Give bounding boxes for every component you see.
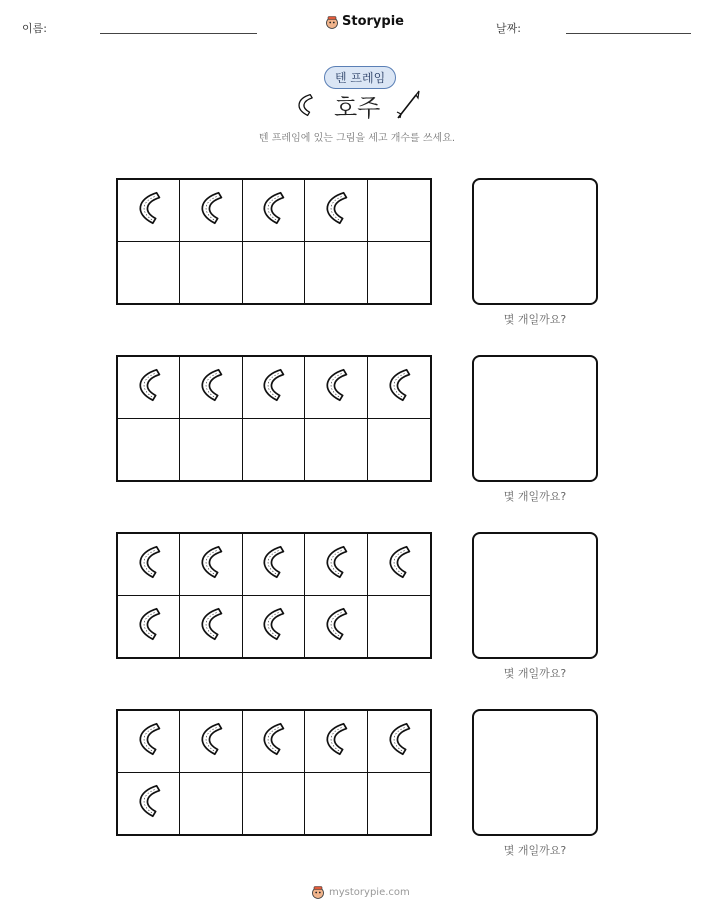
answer-box[interactable] — [472, 355, 598, 482]
ten-frame-cell — [243, 534, 305, 596]
ten-frame-cell — [243, 711, 305, 773]
ten-frame-cell — [243, 596, 305, 658]
boomerang-icon — [130, 782, 168, 824]
boomerang-icon — [130, 543, 168, 585]
ten-frame-cell — [243, 180, 305, 242]
brand-logo — [325, 14, 404, 29]
ten-frame-cell — [368, 711, 430, 773]
boomerang-icon — [130, 605, 168, 647]
ten-frame-cell — [180, 419, 242, 481]
boomerang-icon — [192, 189, 230, 231]
boomerang-icon — [254, 366, 292, 408]
boomerang-icon — [317, 605, 355, 647]
storypie-mascot-icon — [311, 885, 325, 899]
ten-frame-cell — [118, 180, 180, 242]
topic-badge: 텐 프레임 — [324, 66, 396, 89]
ten-frame-cell — [180, 711, 242, 773]
ten-frame — [116, 532, 432, 659]
boomerang-icon — [130, 189, 168, 231]
ten-frame-cell — [305, 419, 367, 481]
ten-frame-cell — [305, 534, 367, 596]
boomerang-icon — [192, 366, 230, 408]
ten-frame-cell — [180, 596, 242, 658]
ten-frame-cell — [118, 357, 180, 419]
brand-name: Storypie — [342, 14, 404, 29]
boomerang-icon — [254, 189, 292, 231]
ten-frame-cell — [243, 357, 305, 419]
boomerang-icon — [254, 720, 292, 762]
ten-frame-cell — [368, 242, 430, 304]
boomerang-icon — [380, 366, 418, 408]
boomerang-icon — [130, 366, 168, 408]
boomerang-icon — [254, 605, 292, 647]
boomerang-icon — [192, 543, 230, 585]
ten-frame-cell — [305, 180, 367, 242]
ten-frame-cell — [118, 773, 180, 835]
ten-frame — [116, 355, 432, 482]
ten-frame-cell — [368, 419, 430, 481]
ten-frame-cell — [368, 773, 430, 835]
boomerang-icon — [130, 720, 168, 762]
ten-frame-cell — [305, 357, 367, 419]
boomerang-icon — [254, 543, 292, 585]
ten-frame — [116, 709, 432, 836]
ten-frame-cell — [118, 596, 180, 658]
spear-icon — [395, 90, 421, 120]
boomerang-icon — [317, 366, 355, 408]
instruction-text: 텐 프레임에 있는 그림을 세고 개수를 쓰세요. — [258, 133, 456, 144]
boomerang-icon — [292, 92, 318, 118]
ten-frame-cell — [118, 242, 180, 304]
ten-frame-cell — [305, 773, 367, 835]
how-many-label: 몇 개일까요? — [503, 844, 567, 857]
boomerang-icon — [380, 720, 418, 762]
boomerang-icon — [192, 605, 230, 647]
how-many-label: 몇 개일까요? — [503, 313, 567, 326]
ten-frame-cell — [368, 180, 430, 242]
ten-frame-cell — [180, 242, 242, 304]
date-label: 날짜: — [496, 22, 521, 35]
ten-frame-cell — [305, 711, 367, 773]
ten-frame-cell — [368, 534, 430, 596]
ten-frame-cell — [180, 534, 242, 596]
boomerang-icon — [317, 720, 355, 762]
ten-frame-cell — [305, 242, 367, 304]
ten-frame-cell — [180, 180, 242, 242]
ten-frame-cell — [118, 534, 180, 596]
ten-frame — [116, 178, 432, 305]
date-line[interactable] — [566, 33, 691, 34]
storypie-mascot-icon — [325, 15, 339, 29]
ten-frame-cell — [118, 419, 180, 481]
ten-frame-cell — [368, 596, 430, 658]
ten-frame-cell — [305, 596, 367, 658]
ten-frame-cell — [118, 711, 180, 773]
ten-frame-cell — [243, 773, 305, 835]
ten-frame-cell — [243, 242, 305, 304]
name-label: 이름: — [22, 22, 47, 35]
ten-frame-cell — [368, 357, 430, 419]
boomerang-icon — [317, 543, 355, 585]
footer-site: mystorypie.com — [329, 886, 410, 898]
answer-box[interactable] — [472, 709, 598, 836]
worksheet-title: 호주 — [334, 94, 381, 122]
ten-frame-cell — [180, 357, 242, 419]
how-many-label: 몇 개일까요? — [503, 490, 567, 503]
boomerang-icon — [380, 543, 418, 585]
ten-frame-cell — [243, 419, 305, 481]
name-line[interactable] — [100, 33, 257, 34]
how-many-label: 몇 개일까요? — [503, 667, 567, 680]
ten-frame-cell — [180, 773, 242, 835]
footer — [311, 885, 410, 899]
answer-box[interactable] — [472, 532, 598, 659]
boomerang-icon — [317, 189, 355, 231]
answer-box[interactable] — [472, 178, 598, 305]
boomerang-icon — [192, 720, 230, 762]
